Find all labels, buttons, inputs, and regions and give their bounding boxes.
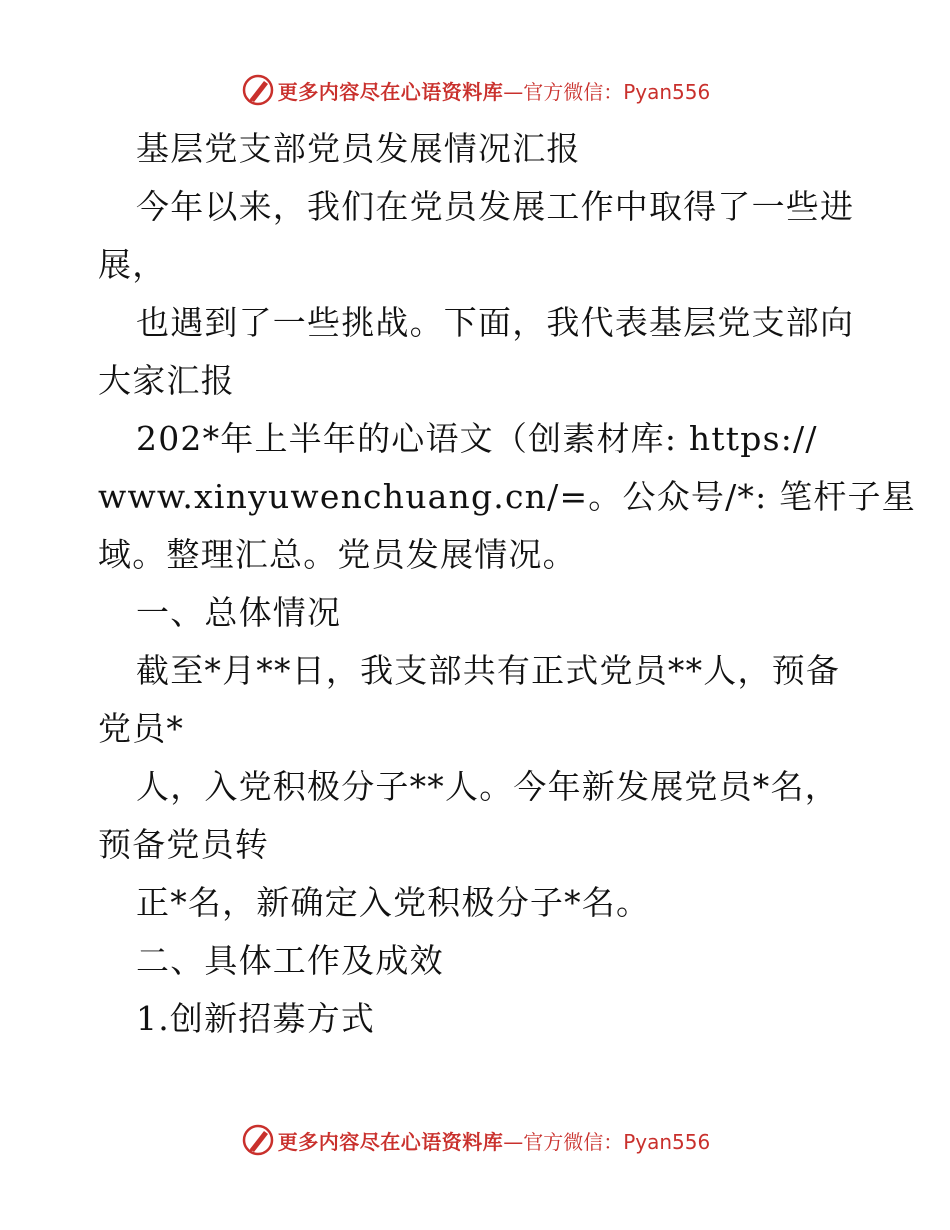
paragraph-line: 域。整理汇总。党员发展情况。 — [98, 535, 577, 574]
paragraph-line: 党员* — [98, 709, 185, 748]
footer-watermark — [0, 1120, 950, 1160]
paragraph-line: 今年以来，我们在党员发展工作中取得了一些进 — [136, 187, 855, 226]
pen-logo-icon — [240, 1122, 276, 1158]
paragraph-line: 截至*月**日，我支部共有正式党员**人，预备 — [136, 651, 841, 690]
paragraph-line: 大家汇报 — [98, 361, 235, 400]
section-heading: 二、具体工作及成效 — [136, 941, 444, 980]
paragraph-line: 人，入党积极分子**人。今年新发展党员*名， — [136, 767, 839, 806]
paragraph-line: 展， — [98, 245, 167, 284]
watermark-contact: —官方微信：Pyan556 — [503, 79, 711, 104]
paragraph-line: 预备党员转 — [98, 825, 269, 864]
paragraph-line: www.xinyuwenchuang.cn/=。公众号/*: 笔杆子星 — [98, 477, 916, 516]
pen-logo-icon — [240, 72, 276, 108]
watermark-brand: 更多内容尽在心语资料库 — [277, 79, 504, 104]
watermark-brand: 更多内容尽在心语资料库 — [277, 1129, 504, 1154]
document-title: 基层党支部党员发展情况汇报 — [136, 129, 581, 168]
section-heading: 一、总体情况 — [136, 593, 342, 632]
paragraph-line: 也遇到了一些挑战。下面，我代表基层党支部向 — [136, 303, 855, 342]
paragraph-line: 202*年上半年的心语文（创素材库: https:// — [136, 419, 818, 458]
subsection-heading: 1.创新招募方式 — [136, 999, 376, 1038]
document-body — [98, 120, 916, 1048]
watermark-contact: —官方微信：Pyan556 — [503, 1129, 711, 1154]
paragraph-line: 正*名，新确定入党积极分子*名。 — [136, 883, 651, 922]
header-watermark — [0, 70, 950, 110]
